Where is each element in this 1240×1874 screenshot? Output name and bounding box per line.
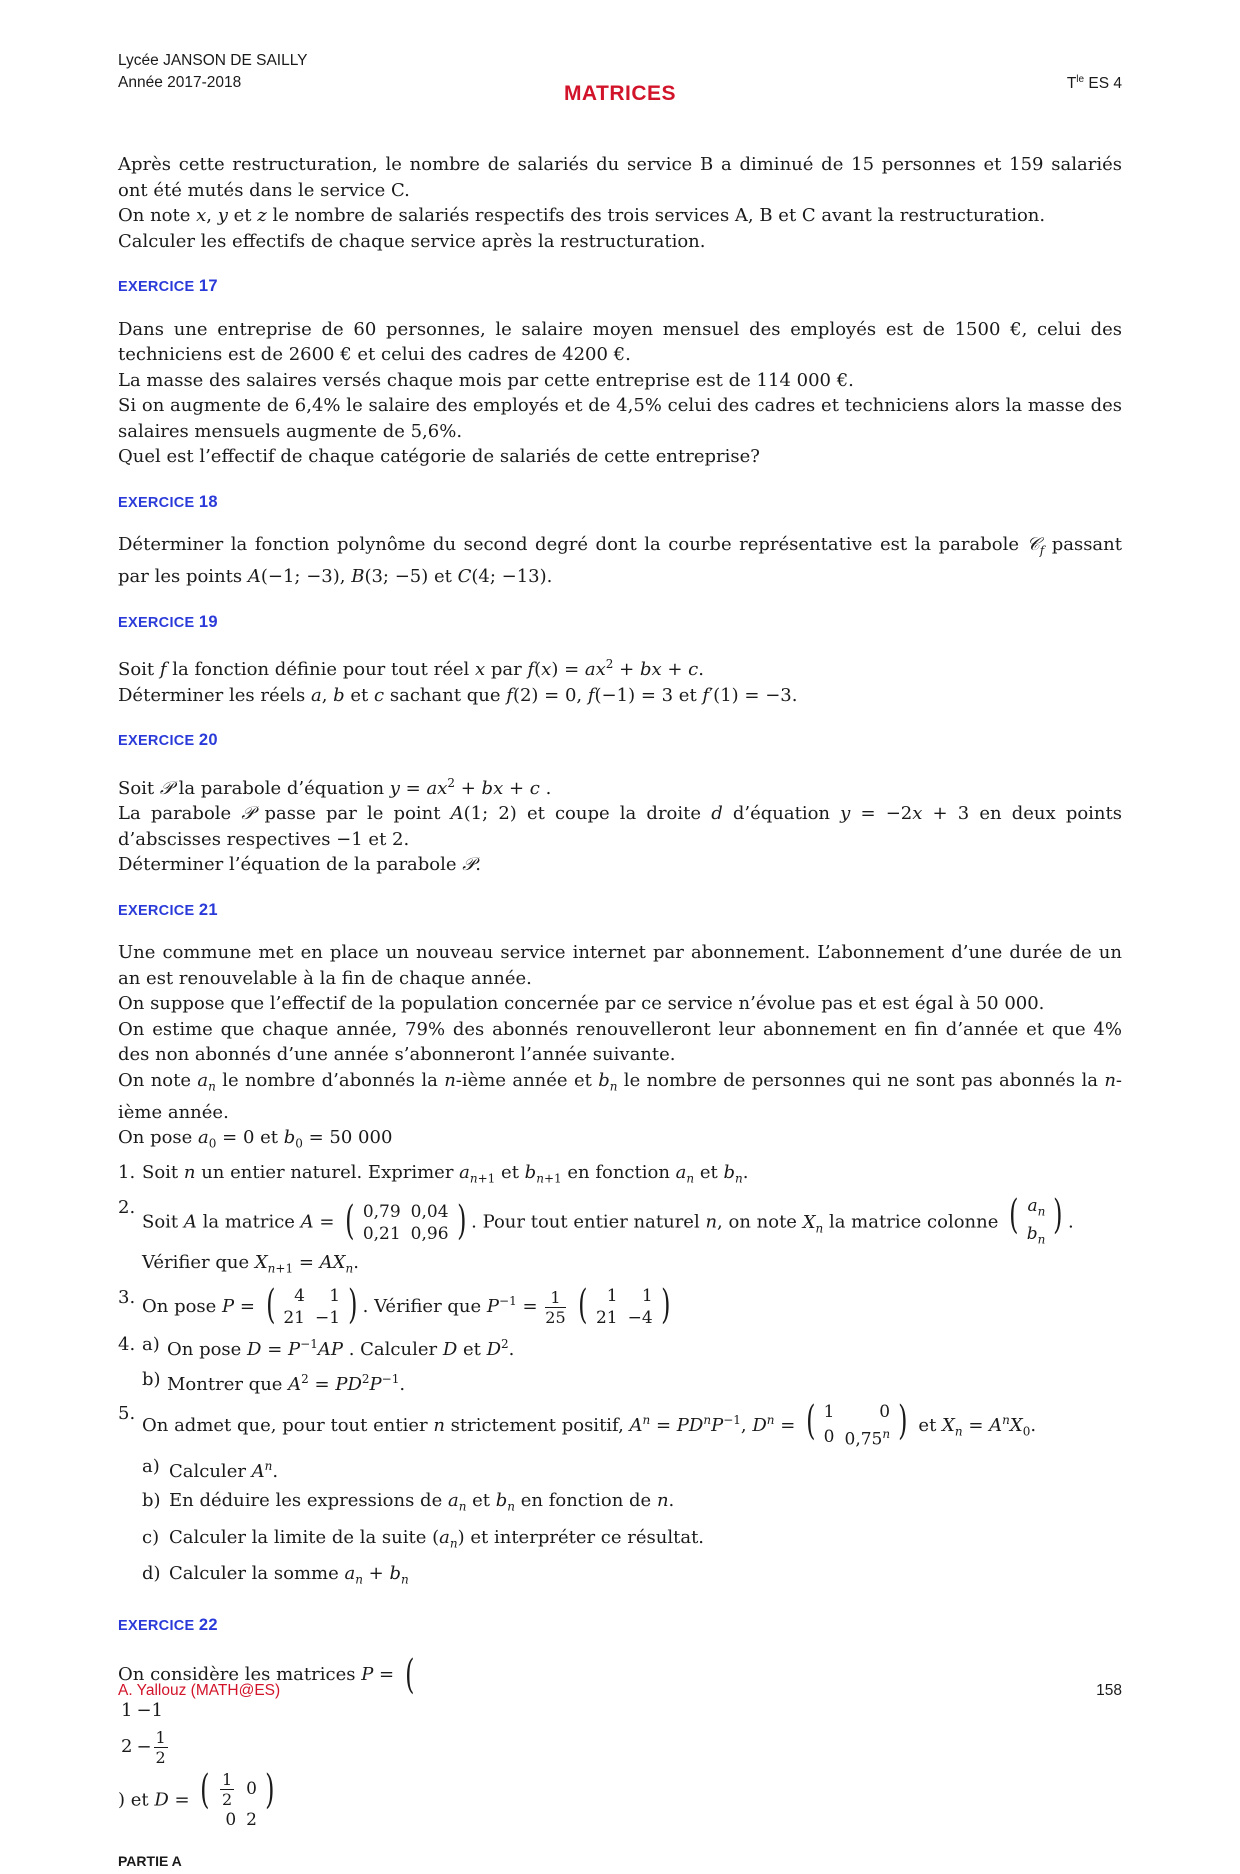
ex21-paragraph-2: On suppose que l’effectif de la population concernée par ce service n’évolue pas et est égal à 50 000. bbox=[118, 993, 1045, 1015]
intro-paragraph-2: On note x, y et z le nombre de salariés respectifs des trois services A, B et C avant la restructuration. bbox=[118, 205, 1046, 226]
matrix-p22: ( bbox=[404, 1652, 415, 1699]
intro-paragraph-3: Calculer les effectifs de chaque service après la restructuration. bbox=[118, 230, 706, 252]
class-label: $T^{le}$ ES 4 bbox=[1066, 74, 1122, 93]
ex22-paragraph: On considère les matrices P = ( bbox=[118, 1655, 1122, 1695]
ex21-question-2: 2. Soit A la matrice A = ( 0,79 0,04 0,21 0,96 ) . Pour tout entier naturel n, on note $X_n$ la matrice colonne ( $a_n$ $b_n$ ) . Vérifier que $X_{n+1} = AX_n$. bbox=[118, 1192, 1074, 1276]
page-number: 158 bbox=[1096, 1682, 1122, 1699]
exercise-18-heading: EXERCICE 18 bbox=[118, 492, 218, 511]
ex21-paragraph-1: Une commune met en place un nouveau service internet par abonnement. L’abonnement d’une durée de un an est renouvelable à la fin de chaque année. bbox=[118, 942, 1122, 989]
exercise-20-heading: EXERCICE 20 bbox=[118, 731, 218, 750]
ex17-paragraph-4: Quel est l’effectif de chaque catégorie de salariés de cette entreprise? bbox=[118, 446, 760, 467]
ex17-paragraph-3: Si on augmente de 6,4% le salaire des employés et de 4,5% celui des cadres et techniciens alors la masse des salaires mensuels augmente de 5,6%. bbox=[118, 395, 1122, 442]
ex21-question-1: 1. Soit n un entier naturel. Exprimer $a_{n+1}$ et $b_{n+1}$ en fonction $a_n$ et $b_n$. bbox=[118, 1162, 749, 1186]
school-name: Lycée JANSON DE SAILLY bbox=[118, 52, 308, 69]
ex20-paragraph-1: Soit 𝒫 la parabole d’équation $y = ax^2$ + bx + c . bbox=[118, 775, 552, 799]
matrix-a: ( 0,79 0,04 0,21 0,96 ) bbox=[345, 1197, 467, 1244]
matrix-p-inverse: ( 1 1 21 −4 ) bbox=[578, 1282, 671, 1329]
exercise-21-heading: EXERCICE 21 bbox=[118, 900, 218, 919]
school-year: Année 2017-2018 bbox=[118, 74, 242, 91]
ex20-paragraph-2: La parabole 𝒫 passe par le point A(1; 2) et coupe la droite d d’équation y = −2x + 3 en deux points d’abscisses respectives −1 et 2. bbox=[118, 803, 1122, 850]
ex21-question-3: 3. On pose P = ( 4 1 21 −1 ) . Vérifier que $P^{-1}$ = $\frac{1}{25}$ ( 1 1 21 −4 ) bbox=[118, 1285, 1122, 1329]
intro-paragraph-1: Après cette restructuration, le nombre de salariés du service B a diminué de 15 personnes et 159 salariés ont été mutés dans le service C. bbox=[118, 154, 1122, 201]
exercise-22-heading: EXERCICE 22 bbox=[118, 1615, 218, 1634]
ex19-paragraph-1: Soit f la fonction définie pour tout réel x par $f(x) = ax^2$ + bx + c. bbox=[118, 657, 704, 681]
partie-a-heading: PARTIE A bbox=[118, 1852, 182, 1869]
ex21-paragraph-5: On pose $a_0 = 0$ et $b_0 = 50$ 000 bbox=[118, 1127, 393, 1151]
ex21-question-5: 5. On admet que, pour tout entier n strictement positif, $A^n = PD^nP^{-1}$, $D^n$ = ( 1 0 0 0,75$^n$ ) et $X_n = A^nX_0$. a) Calculer $A^n$. b) En déduire les expressions de $a_n$ et $b_n$ en fonction de n. c) Calculer la limite de la suite $(a_n)$ et interpréter ce résultat. d) Calculer la somme $a_n + b_n$ bbox=[118, 1398, 1037, 1587]
ex21-paragraph-4: On note $a_n$ le nombre d’abonnés la n-ième année et $b_n$ le nombre de personnes qui ne sont pas abonnés la n-ième année. bbox=[118, 1069, 1122, 1123]
ex21-question-list bbox=[118, 1160, 1122, 1592]
document-body: Après cette restructuration, le nombre de salariés du service B a diminué de 15 personnes et 159 salariés ont été mutés dans le service C. On note x, y et z le nombre de salariés respectifs des trois services A, B et C avant la restructuration. Calculer les effectifs de chaque service après la restructuration. EXERCICE 17 Dans une entreprise de 60 personnes, le salaire moyen mensuel des employés est de 1500 €, celui des techniciens est de 2600 € et celui des cadres de 4200 €. La masse des salaires versés chaque mois par cette entreprise est de 114 000 €. Si on augmente de 6,4% le salaire des employés et de 4,5% celui des cadres et techniciens alors la masse des salaires mensuels augmente de 5,6%. Quel est l’effectif de chaque catégorie de salariés de cette entreprise? EXERCICE 18 Déterminer la fonction polynôme du second degré dont la courbe représentative est la parabole 𝒞$_f$ passant par les points A(−1; −3), B(3; −5) et C(4; −13). EXERCICE 19 Soit f la fonction définie pour tout réel x par $f(x) = ax^2$ + bx + c. Déterminer les réels a, b et c sachant que f(2) = 0, f(−1) = 3 et f′(1) = −3. EXERCICE 20 Soit 𝒫 la parabole d’équation $y = ax^2$ + bx + c . La parabole 𝒫 passe par le point A(1; 2) et coupe la droite d d’équation y = −2x + 3 en deux points d’abscisses respectives −1 et 2. Déterminer l’équation de la parabole 𝒫. EXERCICE 21 Une commune met en place un nouveau service internet par abonnement. L’abonnement d’une durée de un an est renouvelable à la fin de chaque année. On suppose que l’effectif de la population concernée par ce service n’évolue pas et est égal à 50 000. On estime que chaque année, 79% des abonnés renouvelleront leur abonnement en fin d’année et que 4% des non abonnés d’une année s’abonneront l’année suivante. On note $a_n$ le nombre d’abonnés la n-ième année et $b_n$ le nombre de personnes qui ne sont pas abonnés la n-ième année. On pose $a_0 = 0$ et $b_0 = 50$ 000 1. Soit n un entier naturel. Exprimer $a_{n+1}$ et $b_{n+1}$ en fonction $a_n$ et $b_n$. 2. Soit A la matrice A = ( 0,79 0,04 0,21 0,96 ) . Pour tout entier naturel n, on note $X_n$ la matrice colonne ( $a_n$ $b_n$ ) . Vérifier que $X_{n+1} = AX_n$. 3. On pose P = ( 4 1 21 −1 ) . Vérifier que $P^{-1}$ = $\frac{1}{25}$ ( 1 1 21 −4 ) 4. a) On pose $D = P^{-1}AP$ . Calculer D et $D^2$. b) Montrer que $A^2 = PD^2P^{-1}$. 5. On admet que, pour tout entier n strictement positif, $A^n = PD^nP^{-1}$, $D^n$ = ( 1 0 0 0,75$^n$ ) et $X_n = A^nX_0$. a) Calculer $A^n$. b) En déduire les expressions de $a_n$ et $b_n$ en fonction de n. c) Calculer la limite de la suite $(a_n)$ et interpréter ce résultat. d) Calculer la somme $a_n + b_n$ EXERCICE 22 On considère les matrices P = ( 1 −1 2 − $\frac{1}{2}$ ) et D = ( $\frac{1}{2}$ 0 0 2 ) PARTIE A bbox=[118, 152, 1122, 1874]
matrix-dn: ( 1 0 0 0,75$^n$ ) bbox=[806, 1398, 908, 1450]
footer-author: A. Yallouz (MATH@ES) bbox=[118, 1682, 281, 1699]
ex17-paragraph-1: Dans une entreprise de 60 personnes, le salaire moyen mensuel des employés est de 1500 €, celui des techniciens est de 2600 € et celui des cadres de 4200 €. bbox=[118, 318, 1122, 365]
ex19-paragraph-2: Déterminer les réels a, b et c sachant que f(2) = 0, f(−1) = 3 et f′(1) = −3. bbox=[118, 684, 798, 706]
fraction-1-25: $\frac{1}{25}$ bbox=[545, 1287, 566, 1327]
matrix-d22: ( $\frac{1}{2}$ 0 0 2 ) bbox=[200, 1766, 275, 1830]
ex21-question-4: 4. a) On pose $D = P^{-1}AP$ . Calculer D et $D^2$. b) Montrer que $A^2 = PD^2P^{-1}$. bbox=[118, 1334, 515, 1395]
matrix-xn: ( $a_n$ $b_n$ ) bbox=[1009, 1192, 1063, 1247]
ex18-paragraph: Déterminer la fonction polynôme du second degré dont la courbe représentative est la parabole 𝒞$_f$ passant par les points A(−1; −3), B(3; −5) et C(4; −13). bbox=[118, 534, 1122, 588]
document-page bbox=[118, 52, 1122, 1869]
exercise-17-heading: EXERCICE 17 bbox=[118, 277, 218, 295]
page-title: MATRICES bbox=[563, 82, 677, 105]
matrix-p: ( 4 1 21 −1 ) bbox=[265, 1282, 358, 1329]
ex21-paragraph-3: On estime que chaque année, 79% des abonnés renouvelleront leur abonnement en fin d’année et que 4% des non abonnés d’une année s’abonneront l’année suivante. bbox=[118, 1018, 1122, 1066]
exercise-19-heading: EXERCICE 19 bbox=[118, 612, 218, 631]
ex17-paragraph-2: La masse des salaires versés chaque mois par cette entreprise est de 114 000 €. bbox=[118, 369, 854, 391]
ex20-paragraph-3: Déterminer l’équation de la parabole 𝒫. bbox=[118, 854, 481, 876]
